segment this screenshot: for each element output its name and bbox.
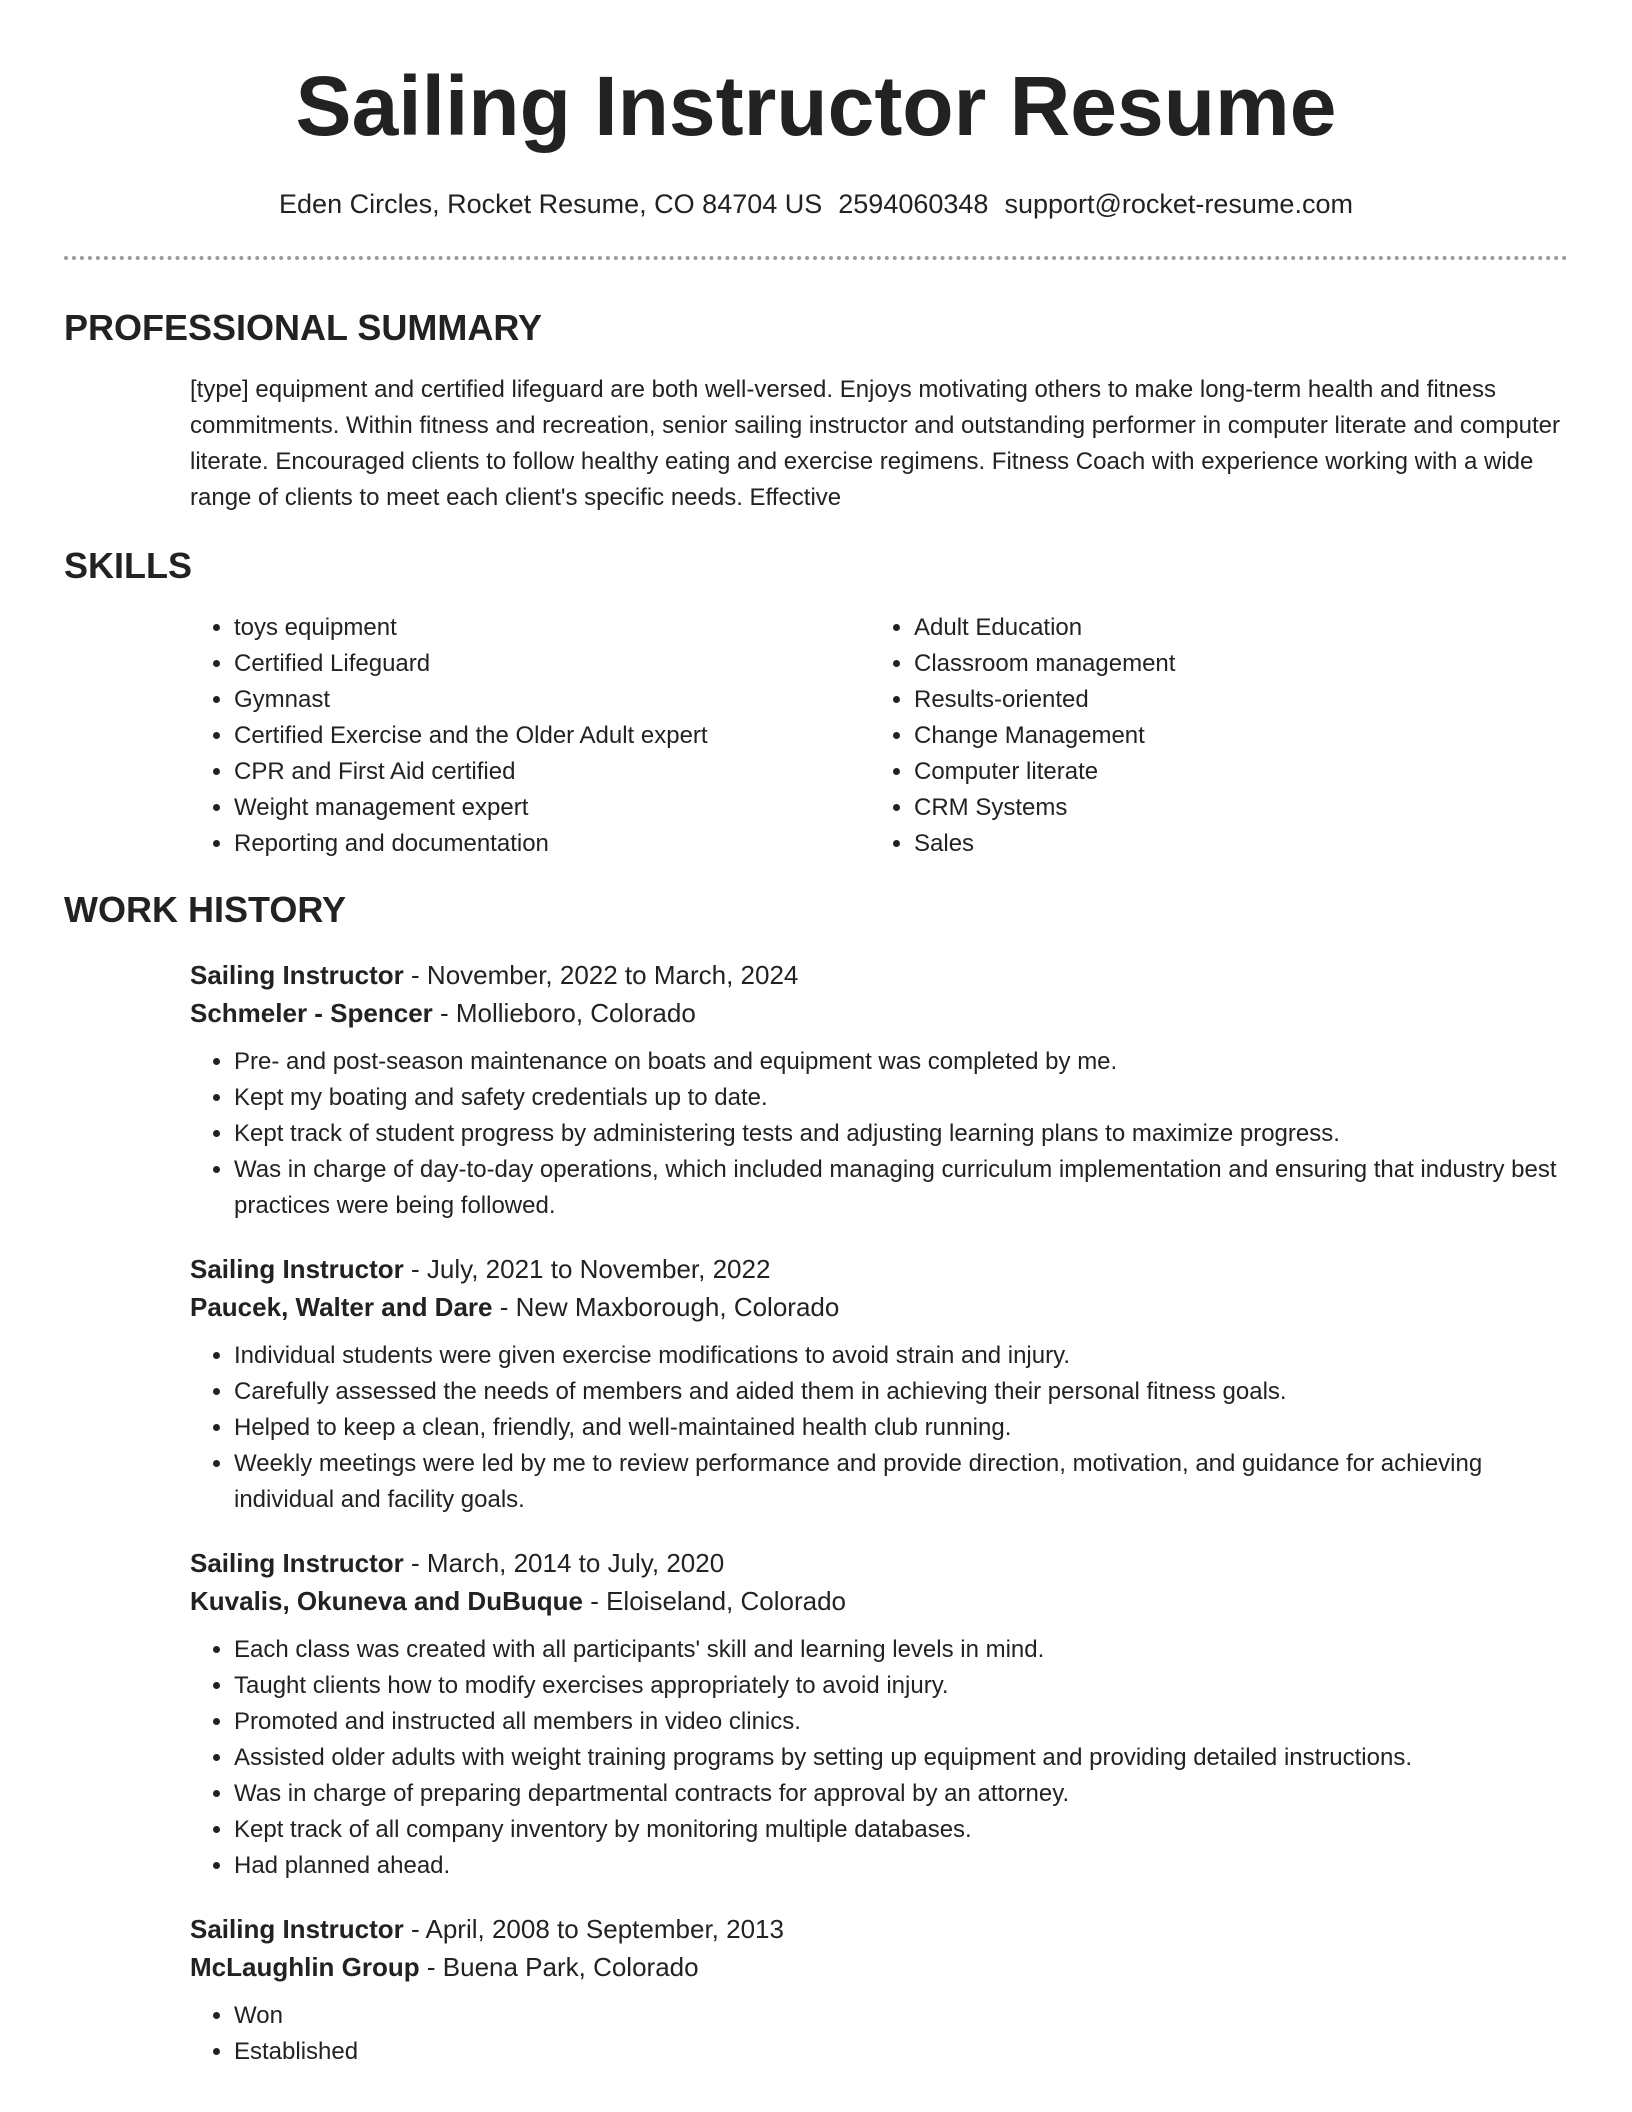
job-company: Paucek, Walter and Dare	[190, 1292, 493, 1322]
job-company-line	[190, 1288, 1568, 1326]
job-entry	[190, 1250, 1568, 1518]
skill-item: • Sales	[914, 826, 1514, 862]
skill-item: • Reporting and documentation	[234, 826, 870, 862]
job-bullet: • Each class was created with all participants' skill and learning levels in mind.	[234, 1632, 1568, 1668]
job-entry	[190, 956, 1568, 1224]
skill-item: • Change Management	[914, 718, 1514, 754]
job-bullet: • Helped to keep a clean, friendly, and well-maintained health club running.	[234, 1410, 1568, 1446]
job-title: Sailing Instructor	[190, 1914, 404, 1944]
job-bullet: • Was in charge of day-to-day operations, which included managing curriculum implementation and ensuring that industry best practices were being followed.	[234, 1152, 1568, 1224]
skills-column-left	[190, 610, 870, 862]
job-dates: - July, 2021 to November, 2022	[403, 1254, 771, 1284]
job-location: - Eloiseland, Colorado	[582, 1586, 847, 1616]
summary-text: [type] equipment and certified lifeguard are both well-versed. Enjoys motivating others to make long-term health and fitness commitments. Within fitness and recreation, senior sailing instructor and outstanding performer in computer literate and computer literate. Encouraged clients to follow healthy eating and exercise regimens. Fitness Coach with experience working with a wide range of clients to meet each client's specific needs. Effective	[190, 376, 1560, 511]
job-bullet: • Individual students were given exercise modifications to avoid strain and injury.	[234, 1338, 1568, 1374]
job-company: Schmeler - Spencer	[190, 998, 433, 1028]
job-title-line	[190, 1544, 1568, 1582]
job-title-line	[190, 956, 1568, 994]
job-bullet: • Carefully assessed the needs of members and aided them in achieving their personal fitness goals.	[234, 1374, 1568, 1410]
job-company-line	[190, 1582, 1568, 1620]
job-company: McLaughlin Group	[190, 1952, 420, 1982]
job-location: - Mollieboro, Colorado	[432, 998, 696, 1028]
skill-item: • CPR and First Aid certified	[234, 754, 870, 790]
job-title: Sailing Instructor	[190, 1548, 404, 1578]
job-location: - New Maxborough, Colorado	[492, 1292, 840, 1322]
job-dates: - November, 2022 to March, 2024	[403, 960, 799, 990]
job-bullet: • Kept track of all company inventory by monitoring multiple databases.	[234, 1812, 1568, 1848]
skill-item: • Computer literate	[914, 754, 1514, 790]
job-title-line	[190, 1250, 1568, 1288]
skill-item: • Certified Lifeguard	[234, 646, 870, 682]
skill-item: • Results-oriented	[914, 682, 1514, 718]
job-title-line	[190, 1910, 1568, 1948]
job-entry	[190, 1910, 1568, 2070]
job-bullet: • Pre- and post-season maintenance on boats and equipment was completed by me.	[234, 1044, 1568, 1080]
skill-item: • Classroom management	[914, 646, 1514, 682]
job-company: Kuvalis, Okuneva and DuBuque	[190, 1586, 583, 1616]
job-location: - Buena Park, Colorado	[419, 1952, 699, 1982]
resume-title: Sailing Instructor Resume	[295, 59, 1337, 153]
skill-item: • Adult Education	[914, 610, 1514, 646]
job-bullets	[190, 1044, 1568, 1224]
contact-phone: 2594060348	[838, 189, 989, 219]
job-bullet: • Established	[234, 2034, 1568, 2070]
job-bullet: • Kept track of student progress by administering tests and adjusting learning plans to maximize progress.	[234, 1116, 1568, 1152]
skills-column-right	[870, 610, 1514, 862]
job-dates: - April, 2008 to September, 2013	[403, 1914, 784, 1944]
job-title: Sailing Instructor	[190, 960, 404, 990]
job-company-line	[190, 1948, 1568, 1986]
skill-item: • CRM Systems	[914, 790, 1514, 826]
skill-item: • Weight management expert	[234, 790, 870, 826]
job-bullet: • Was in charge of preparing departmental contracts for approval by an attorney.	[234, 1776, 1568, 1812]
contact-email: support@rocket-resume.com	[1004, 189, 1353, 219]
skill-item: • Gymnast	[234, 682, 870, 718]
job-dates: - March, 2014 to July, 2020	[403, 1548, 725, 1578]
job-bullet: • Had planned ahead.	[234, 1848, 1568, 1884]
header-divider	[64, 256, 1568, 260]
job-bullet: • Assisted older adults with weight training programs by setting up equipment and providing detailed instructions.	[234, 1740, 1568, 1776]
job-title: Sailing Instructor	[190, 1254, 404, 1284]
skills-list	[190, 610, 1568, 862]
job-company-line	[190, 994, 1568, 1032]
contact-line	[64, 186, 1568, 222]
skill-item: • Certified Exercise and the Older Adult expert	[234, 718, 870, 754]
job-bullet: • Taught clients how to modify exercises appropriately to avoid injury.	[234, 1668, 1568, 1704]
skills-heading: SKILLS	[64, 545, 193, 586]
job-bullets	[190, 1338, 1568, 1518]
job-bullet: • Weekly meetings were led by me to review performance and provide direction, motivation, and guidance for achieving individual and facility goals.	[234, 1446, 1568, 1518]
job-entry	[190, 1544, 1568, 1884]
skill-item: • toys equipment	[234, 610, 870, 646]
job-bullet: • Kept my boating and safety credentials up to date.	[234, 1080, 1568, 1116]
work-history-heading: WORK HISTORY	[64, 889, 347, 930]
contact-address: Eden Circles, Rocket Resume, CO 84704 US	[279, 189, 823, 219]
job-bullet: • Promoted and instructed all members in video clinics.	[234, 1704, 1568, 1740]
job-bullets	[190, 1998, 1568, 2070]
summary-heading: PROFESSIONAL SUMMARY	[64, 307, 543, 348]
job-bullet: • Won	[234, 1998, 1568, 2034]
job-bullets	[190, 1632, 1568, 1884]
